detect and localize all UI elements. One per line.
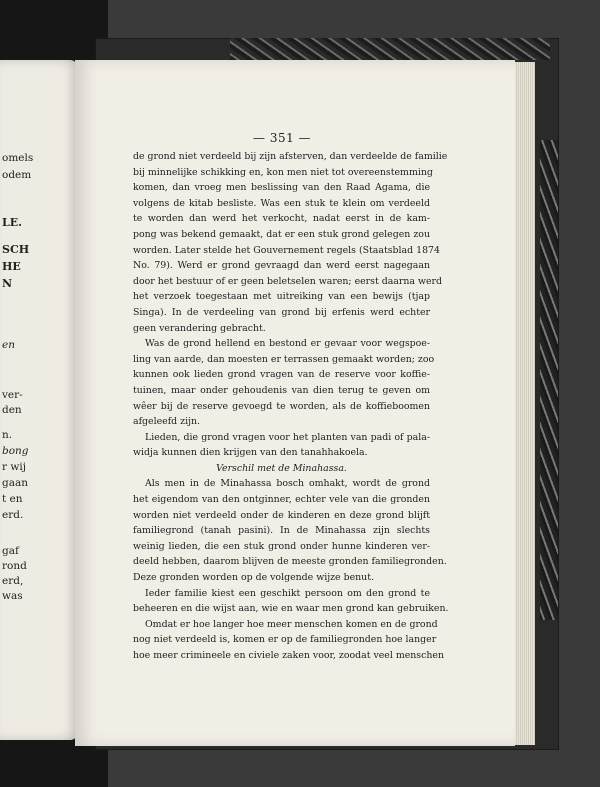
left-page-fragment: omels	[2, 152, 34, 164]
text-line: afgeleefd zijn.	[133, 416, 201, 428]
left-page-fragment: N	[2, 277, 13, 290]
text-line: tuinen, maar onder gehoudenis van dien terug te geven om	[133, 384, 430, 396]
marbled-endpaper-right	[540, 140, 558, 620]
left-page-fragment: en	[2, 339, 15, 351]
text-line: weinig lieden, die een stuk grond onder hunne kinderen ver-	[133, 540, 430, 552]
text-line: kunnen ook lieden grond vragen van de reserve voor koffie-	[133, 369, 430, 381]
left-page-fragment: t en	[2, 493, 23, 505]
left-page-fragment: erd.	[2, 509, 24, 521]
text-line: No. 79). Werd er grond gevraagd dan werd eerst nagegaan	[133, 260, 430, 272]
left-page-fragment: bong	[2, 445, 29, 457]
text-line: bij minnelijke schikking en, kon men niet tot overeenstemming	[133, 166, 433, 178]
text-line: volgens de kitab besliste. Was een stuk te klein om verdeeld	[133, 197, 430, 209]
left-page-fragment: n.	[2, 429, 13, 441]
text-line: nog niet verdeeld is, komen er op de familiegronden hoe langer	[133, 634, 437, 646]
left-page-fragment: gaan	[2, 477, 29, 489]
page-number: — 351 —	[253, 131, 312, 145]
left-page-fragment: odem	[2, 169, 32, 181]
text-line: het verzoek toegestaan met uitreiking van een bewijs (tjap	[133, 291, 430, 303]
text-line: ling van aarde, dan moesten er terrassen gemaakt worden; zoo	[133, 353, 435, 365]
text-line: worden. Later stelde het Gouvernement regels (Staatsblad 1874	[133, 244, 440, 256]
text-line: widja kunnen dien krijgen van den tanahhakoela.	[133, 447, 368, 459]
text-line: familiegrond (tanah pasini). In de Minahassa zijn slechts	[133, 525, 430, 537]
left-page-fragment: HE	[2, 260, 21, 273]
text-line: Als men in de Minahassa bosch omhakt, wordt de grond	[145, 478, 430, 490]
text-line: Lieden, die grond vragen voor het planten van padi of pala-	[145, 431, 430, 443]
left-page-fragment: den	[2, 404, 22, 416]
text-line: pong was bekend gemaakt, dat er een stuk grond gelegen zou	[133, 228, 430, 240]
text-line: Ieder familie kiest een geschikt persoon om den grond te	[145, 587, 430, 599]
text-line: komen, dan vroeg men beslissing van den Raad Agama, die	[133, 182, 430, 194]
marbled-endpaper-top	[230, 38, 550, 60]
left-page-fragment: LE.	[2, 216, 22, 229]
text-line: Deze gronden worden op de volgende wijze benut.	[133, 572, 374, 584]
text-line: door het bestuur of er geen beletselen waren; eerst daarna werd	[133, 275, 443, 287]
left-page-fragment: was	[2, 590, 23, 602]
body-text	[133, 149, 449, 664]
left-page-fragment: r wij	[2, 461, 26, 473]
text-line: geen verandering gebracht.	[133, 322, 266, 334]
left-page-fragment: gaf	[2, 545, 19, 557]
text-line: Omdat er hoe langer hoe meer menschen komen en de grond	[145, 618, 438, 630]
text-line: het eigendom van den ontginner, echter vele van die gronden	[133, 494, 430, 506]
text-line: Singa). In de verdeeling van grond bij erfenis werd echter	[133, 306, 430, 318]
text-line: deeld hebben, daarom blijven de meeste gronden familiegronden.	[133, 556, 447, 568]
text-line: beheeren en die wijst aan, wie en waar men grond kan gebruiken.	[133, 603, 449, 615]
text-line: de grond niet verdeeld bij zijn afsterven, dan verdeelde de familie	[133, 151, 448, 162]
text-line: Was de grond hellend en bestond er gevaar voor wegspoe-	[145, 338, 430, 350]
left-page-fragment: SCH	[2, 243, 30, 256]
text-line: worden niet verdeeld onder de kinderen en deze grond blijft	[133, 509, 430, 521]
left-page-fragment: ver-	[2, 389, 23, 401]
left-page-fragment: erd,	[2, 575, 24, 587]
text-line: hoe meer crimineele en civiele zaken voor, zoodat veel menschen	[133, 650, 444, 661]
text-line: te worden dan werd het verkocht, nadat eerst in de kam-	[133, 213, 430, 225]
text-line: wêer bij de reserve gevoegd te worden, als de koffieboomen	[133, 400, 430, 412]
left-page-fragment: rond	[2, 560, 27, 572]
section-heading: Verschil met de Minahassa.	[216, 462, 347, 474]
